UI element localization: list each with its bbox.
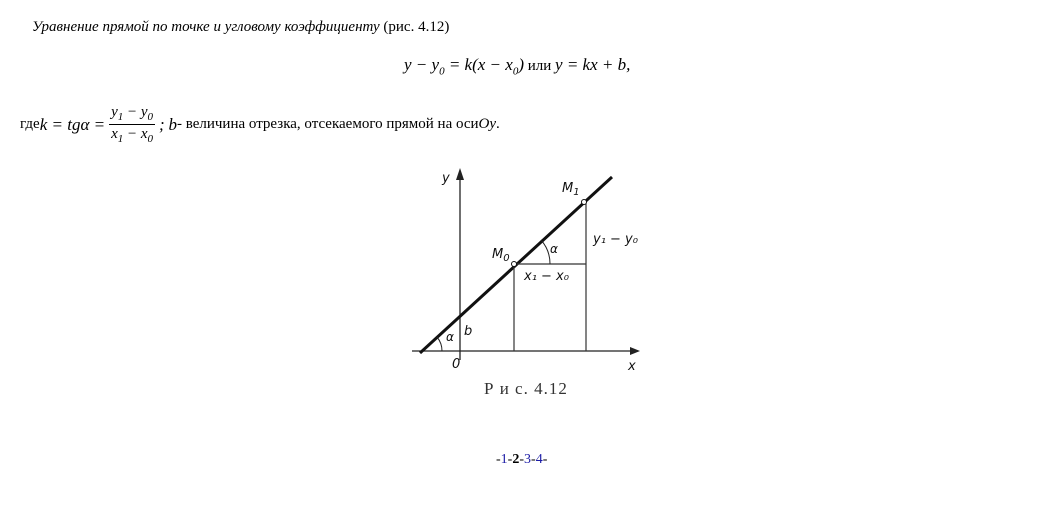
pager-dash: - (496, 452, 501, 467)
pager-dash: - (542, 452, 548, 467)
formula-or: или (523, 58, 556, 74)
slope-semicolon: ; (159, 114, 165, 134)
slope-axis: Oy (478, 116, 497, 132)
slope-prefix: где (20, 116, 40, 132)
line-equation-formula (404, 55, 630, 77)
formula-rhs: y = kx + b, (555, 55, 631, 74)
heading (32, 19, 449, 36)
label-y: y (442, 171, 450, 186)
slope-fraction (109, 104, 155, 145)
formula-subscript: 0 (439, 65, 445, 78)
heading-title: Уравнение прямой по точке и угловому коэффициенту (32, 19, 380, 35)
label-dy: y₁ − y₀ (593, 232, 638, 247)
point-m0 (512, 262, 517, 267)
label-dx: x₁ − x₀ (524, 269, 569, 284)
label-x: x (628, 359, 636, 374)
slope-b: b (168, 114, 177, 134)
pager-dash: - (519, 452, 525, 467)
slope-description: - величина отрезка, отсекаемого прямой на оси (176, 116, 479, 132)
pagination (496, 452, 547, 468)
heading-figure-ref: (рис. 4.12) (383, 19, 450, 35)
point-m1 (582, 200, 587, 205)
page-link-4[interactable]: 4 (535, 452, 543, 467)
slope-dot: . (496, 116, 500, 132)
figure-caption: Р и с. 4.12 (484, 379, 568, 398)
formula-paren: ) (518, 55, 524, 74)
label-alpha-upper: α (550, 242, 558, 256)
x-axis-arrow-icon (630, 347, 640, 355)
figure-4-12 (400, 160, 650, 375)
formula-subscript: 0 (512, 65, 519, 78)
page-link-3[interactable]: 3 (524, 452, 532, 467)
label-b: b (464, 324, 473, 339)
label-alpha-lower: α (446, 330, 454, 344)
slope-definition (20, 104, 500, 145)
fraction-numerator: $y_1 - y_0$ (111, 104, 154, 123)
formula-lhs: y − y (404, 55, 440, 74)
page-link-1[interactable]: 1 (500, 452, 508, 467)
y-axis-arrow-icon (456, 168, 464, 180)
angle-arc-lower (437, 337, 442, 351)
label-origin: 0 (452, 357, 461, 372)
fraction-denominator: $x_1 - x_0$ (111, 126, 154, 145)
label-m1: $M_1$ (562, 181, 580, 198)
pager-dash: - (531, 452, 536, 467)
slope-k-expression: k = tgα = (39, 114, 106, 134)
pager-dash: - (507, 452, 513, 467)
label-m0: $M_0$ (492, 247, 510, 264)
page-current-2: 2 (512, 452, 520, 467)
formula-middle: = k(x − x (444, 55, 513, 74)
angle-arc-upper (541, 240, 550, 264)
